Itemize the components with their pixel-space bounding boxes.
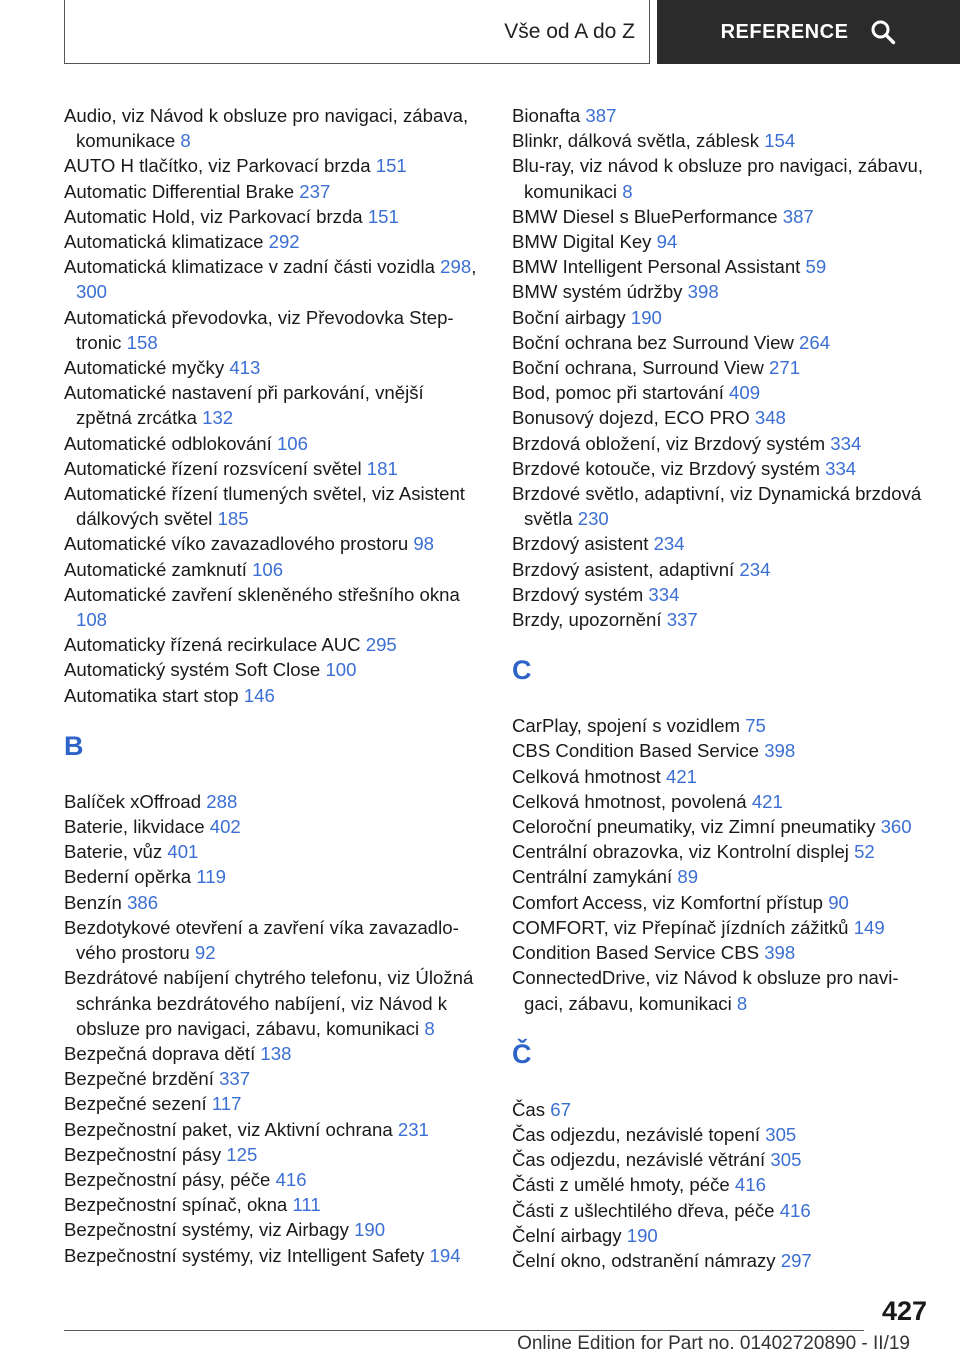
index-entry	[512, 965, 932, 1015]
index-entry	[64, 204, 484, 229]
index-entry	[512, 764, 932, 789]
index-entry	[64, 531, 484, 556]
index-term: BMW Diesel s BluePerformance	[512, 205, 778, 227]
page-link[interactable]: 117	[211, 1093, 242, 1115]
page-link[interactable]: 90	[828, 891, 849, 913]
index-term: Automatic Differential Brake	[64, 180, 295, 202]
page-link[interactable]: 146	[243, 684, 275, 706]
index-entry	[512, 229, 932, 254]
index-entry	[64, 355, 484, 380]
page-link[interactable]: 106	[252, 558, 284, 580]
index-entry	[512, 531, 932, 556]
index-entry	[512, 380, 932, 405]
index-entry	[64, 1167, 484, 1192]
index-entry	[64, 229, 484, 254]
page-link[interactable]: 337	[219, 1068, 251, 1090]
index-entry	[512, 405, 932, 430]
index-entry	[64, 431, 484, 456]
page-link[interactable]: 67	[550, 1098, 571, 1120]
index-term: Baterie, vůz	[64, 841, 163, 863]
index-entry	[64, 1117, 484, 1142]
index-entry	[512, 1223, 932, 1248]
page-header	[0, 0, 960, 64]
index-term: Brzdový asistent	[512, 533, 649, 555]
index-entry	[64, 965, 484, 1041]
page-link[interactable]: 194	[429, 1244, 461, 1266]
index-term: CarPlay, spojení s vozidlem	[512, 715, 741, 737]
index-term: Boční airbagy	[512, 306, 626, 328]
index-term: Brzdové světlo, adaptivní, viz Dynamická brzdová světla	[512, 483, 922, 530]
page-number: 427	[881, 1296, 927, 1326]
index-term: Bezpečnostní paket, viz Aktivní ochrana	[64, 1118, 393, 1140]
page-link[interactable]: 297	[780, 1249, 812, 1271]
page-link[interactable]: 386	[127, 891, 159, 913]
index-entry	[64, 890, 484, 915]
index-term: Bod, pomoc při startování	[512, 382, 724, 404]
index-term: CBS Condition Based Service	[512, 740, 760, 762]
page-link[interactable]: 8	[736, 992, 748, 1014]
index-entry	[64, 683, 484, 708]
index-entry	[64, 153, 484, 178]
index-term: Automatické zavření skleněného střešního okna	[64, 583, 460, 605]
index-entry	[64, 864, 484, 889]
page-link[interactable]: 149	[853, 916, 885, 938]
index-term: Bezpečnostní pásy	[64, 1143, 222, 1165]
index-entry	[512, 713, 932, 738]
index-term: Bionafta	[512, 105, 581, 126]
index-entry	[512, 1147, 932, 1172]
page-link[interactable]: 181	[366, 457, 398, 479]
index-entry	[64, 103, 484, 153]
index-term: Balíček xOffroad	[64, 790, 202, 812]
page-link[interactable]: 92	[194, 942, 216, 964]
reference-tab[interactable]	[657, 0, 960, 64]
index-term: Bezdrátové nabíjení chytrého telefonu, viz Úložná schránka bezdrátového nabíjení, viz Návod k obsluze pro navigaci, zábavu, komunikaci	[64, 967, 474, 1039]
page-link[interactable]: 158	[126, 331, 158, 353]
page-link[interactable]: 8	[424, 1017, 435, 1039]
index-entry	[512, 481, 932, 531]
index-term: Baterie, likvidace	[64, 816, 205, 838]
search-icon[interactable]	[870, 19, 896, 45]
index-entry	[512, 330, 932, 355]
index-entry	[512, 128, 932, 153]
page-link[interactable]: 230	[577, 508, 609, 530]
index-term: Automatické zamknutí	[64, 558, 247, 580]
index-entry	[64, 179, 484, 204]
index-entry	[512, 1122, 932, 1147]
index-term: Celoroční pneumatiky, viz Zimní pneumatiky	[512, 816, 876, 838]
index-term: Brzdy, upozornění	[512, 609, 662, 631]
page-link[interactable]: 398	[687, 281, 719, 303]
page-link[interactable]: 305	[765, 1123, 797, 1145]
index-term: Audio, viz Návod k obsluze pro navigaci, zábava, komunikace	[64, 105, 469, 152]
page-link[interactable]: 98	[413, 533, 435, 555]
index-term: Condition Based Service CBS	[512, 942, 760, 964]
index-term: BMW Digital Key	[512, 231, 652, 253]
index-entry	[64, 481, 484, 531]
reference-label: REFERENCE	[720, 20, 849, 43]
page-link[interactable]: 337	[666, 609, 698, 631]
index-term: Blinkr, dálková světla, záblesk	[512, 130, 760, 152]
index-term: Automatické odblokování	[64, 432, 272, 454]
index-entry	[512, 103, 932, 128]
index-entry	[512, 789, 932, 814]
index-term: Bezpečné brzdění	[64, 1068, 214, 1090]
index-entry	[64, 305, 484, 355]
page-link[interactable]: 421	[751, 790, 783, 812]
index-term: Automatické nastavení při parkování, vnější zpětná zrcátka	[64, 382, 424, 429]
section-letter: B	[64, 730, 84, 761]
index-term: Automatické řízení rozsvícení světel	[64, 457, 362, 479]
index-term: Celková hmotnost, povolená	[512, 790, 747, 812]
page-link[interactable]: 190	[354, 1219, 386, 1241]
page-link[interactable]: 132	[202, 407, 234, 429]
index-entry	[512, 355, 932, 380]
index-term: Bonusový dojezd, ECO PRO	[512, 407, 750, 429]
index-entry	[64, 839, 484, 864]
section-letter: C	[512, 655, 532, 686]
index-entry	[512, 582, 932, 607]
index-entry	[64, 1142, 484, 1167]
index-entry	[512, 1248, 932, 1273]
index-term: Automaticky řízená recirkulace AUC	[64, 634, 361, 656]
index-entry	[64, 1066, 484, 1091]
section-letter: Č	[512, 1038, 532, 1069]
page-link[interactable]: 401	[167, 841, 199, 863]
index-entry	[512, 204, 932, 229]
page-link[interactable]: 398	[764, 942, 796, 964]
footer-divider	[64, 1330, 864, 1331]
index-term: Automatické víko zavazadlového prostoru	[64, 533, 409, 555]
index-entry	[512, 1097, 932, 1122]
index-entry	[512, 153, 932, 203]
index-term: Bezpečnostní pásy, péče	[64, 1168, 271, 1190]
index-term: Automatická klimatizace	[64, 231, 264, 253]
index-entry	[512, 279, 932, 304]
page-link[interactable]: 348	[754, 407, 786, 429]
section-title: Vše od A do Z	[504, 19, 635, 43]
page-link[interactable]: 416	[734, 1174, 766, 1196]
page-link[interactable]: 416	[779, 1199, 811, 1221]
index-entry	[512, 254, 932, 279]
index-entry: Automatická klimatizace v zadní části vozidla 298, 300	[64, 256, 477, 303]
page-link[interactable]: 334	[648, 583, 680, 605]
index-entry	[512, 557, 932, 582]
index-entry	[64, 1243, 484, 1268]
index-entry	[512, 738, 932, 763]
page-link[interactable]: 108	[76, 609, 108, 631]
index-entry	[512, 305, 932, 330]
page-link[interactable]: 190	[630, 306, 662, 328]
index-entry	[64, 1192, 484, 1217]
index-entry	[512, 1172, 932, 1197]
index-term: Blu-ray, viz návod k obsluze pro navigaci, zábavu, komunikaci	[512, 155, 923, 202]
index-term: Centrální obrazovka, viz Kontrolní displej	[512, 841, 849, 863]
index-entry	[64, 814, 484, 839]
index-term: Centrální zamykání	[512, 866, 673, 888]
page-link[interactable]: 94	[656, 231, 678, 253]
index-entry	[512, 839, 932, 864]
index-entry	[64, 915, 484, 965]
page-link[interactable]: 413	[229, 357, 261, 379]
edition-text: Online Edition for Part no. 01402720890 - II/19	[517, 1333, 910, 1354]
page-link[interactable]: 409	[729, 382, 761, 404]
page-link[interactable]: 8	[622, 180, 633, 202]
index-term: Bezpečné sezení	[64, 1093, 207, 1115]
index-entry	[64, 1217, 484, 1242]
page-link[interactable]: 288	[206, 790, 238, 812]
index-term: Bezpečná doprava dětí	[64, 1042, 256, 1064]
page-link[interactable]: 59	[805, 256, 827, 278]
index-term: ConnectedDrive, viz Návod k obsluze pro navi-gaci, zábavu, komunikaci	[512, 967, 899, 1014]
page-link[interactable]: 295	[365, 634, 397, 656]
page-link[interactable]: 119	[196, 866, 226, 888]
page-link[interactable]: 234	[739, 558, 771, 580]
index-term: Bezpečnostní systémy, viz Airbagy	[64, 1219, 349, 1241]
page-link[interactable]: 398	[764, 740, 796, 762]
index-term: Části z umělé hmoty, péče	[512, 1174, 730, 1196]
index-entry	[64, 557, 484, 582]
page-link[interactable]: 8	[180, 130, 191, 152]
page-link[interactable]: 75	[745, 715, 766, 737]
index-term: Bederní opěrka	[64, 866, 192, 888]
page-link[interactable]: 421	[666, 765, 698, 787]
page-link[interactable]: 334	[830, 432, 862, 454]
index-term: Čelní airbagy	[512, 1224, 622, 1246]
page-link[interactable]: 89	[677, 866, 699, 888]
index-column-right	[512, 103, 932, 1273]
page-link[interactable]: 125	[226, 1143, 258, 1165]
index-entry	[512, 940, 932, 965]
index-term: Automatické řízení tlumených světel, viz Asistent dálkových světel	[64, 483, 465, 530]
page-link[interactable]: 387	[585, 105, 617, 126]
index-entry	[512, 456, 932, 481]
index-entry	[64, 582, 484, 632]
index-entry	[512, 607, 932, 632]
page-link[interactable]: 360	[880, 816, 912, 838]
page-link[interactable]: 271	[769, 357, 801, 379]
page-link[interactable]: 237	[299, 180, 331, 202]
index-entry	[64, 789, 484, 814]
index-term: Automatická převodovka, viz Převodovka Step-tronic	[64, 306, 454, 353]
index-entry	[512, 814, 932, 839]
page-link[interactable]: 138	[260, 1042, 292, 1064]
page-link[interactable]: 52	[854, 841, 875, 863]
index-term: Čelní okno, odstranění námrazy	[512, 1249, 776, 1271]
index-term: COMFORT, viz Přepínač jízdních zážitků	[512, 916, 849, 938]
page-link[interactable]: 151	[367, 205, 399, 227]
page-link[interactable]: 185	[217, 508, 249, 530]
index-term: Benzín	[64, 891, 122, 913]
index-entry	[512, 431, 932, 456]
index-entry	[64, 380, 484, 430]
page-link[interactable]: 231	[397, 1118, 429, 1140]
index-entry	[512, 1198, 932, 1223]
page-link[interactable]: 300	[76, 281, 108, 303]
index-term: BMW Intelligent Personal Assistant	[512, 256, 801, 278]
page-link[interactable]: 264	[799, 331, 831, 353]
page-link[interactable]: 305	[770, 1149, 802, 1171]
page-link[interactable]: 151	[375, 155, 407, 177]
page-link[interactable]: 190	[626, 1224, 658, 1246]
page-link[interactable]: 298	[440, 256, 472, 278]
index-term: Brzdová obložení, viz Brzdový systém	[512, 432, 826, 454]
section-tab[interactable]	[64, 0, 650, 64]
index-term: Bezpečnostní spínač, okna	[64, 1194, 288, 1216]
index-term: Bezpečnostní systémy, viz Intelligent Safety	[64, 1244, 425, 1266]
page-link[interactable]: 154	[764, 130, 796, 152]
index-term: AUTO H tlačítko, viz Parkovací brzda	[64, 155, 371, 177]
index-entry	[64, 1091, 484, 1116]
page-link[interactable]: 100	[325, 659, 357, 681]
page-link[interactable]: 111	[292, 1194, 321, 1216]
index-term: Automatic Hold, viz Parkovací brzda	[64, 205, 363, 227]
index-term: Čas odjezdu, nezávislé větrání	[512, 1149, 766, 1171]
index-term: Čas odjezdu, nezávislé topení	[512, 1123, 761, 1145]
index-term: Automatická klimatizace v zadní části vozidla	[64, 256, 435, 278]
page-link[interactable]: 416	[275, 1168, 307, 1190]
index-entry	[64, 1041, 484, 1066]
index-term: Brzdový systém	[512, 583, 644, 605]
page-link[interactable]: 292	[268, 231, 300, 253]
page-link[interactable]: 106	[276, 432, 308, 454]
page-link[interactable]: 334	[825, 457, 857, 479]
index-term: Automatický systém Soft Close	[64, 659, 321, 681]
index-term: Brzdové kotouče, viz Brzdový systém	[512, 457, 820, 479]
page-link[interactable]: 387	[782, 205, 814, 227]
index-entry	[512, 915, 932, 940]
index-term: Celková hmotnost	[512, 765, 661, 787]
index-term: Bezdotykové otevření a zavření víka zavazadlo-vého prostoru	[64, 916, 459, 964]
index-term: Části z ušlechtilého dřeva, péče	[512, 1199, 775, 1221]
index-term: Comfort Access, viz Komfortní přístup	[512, 891, 824, 913]
index-entry	[512, 864, 932, 889]
index-term: Boční ochrana bez Surround View	[512, 331, 794, 353]
index-term: Boční ochrana, Surround View	[512, 357, 764, 379]
page-link[interactable]: 402	[209, 816, 241, 838]
index-entry	[64, 632, 484, 657]
page-link[interactable]: 234	[653, 533, 685, 555]
index-term: Čas	[512, 1098, 546, 1120]
index-term: BMW systém údržby	[512, 281, 683, 303]
index-entry	[64, 657, 484, 682]
index-term: Automatika start stop	[64, 684, 239, 706]
index-entry	[512, 890, 932, 915]
index-entry	[64, 456, 484, 481]
index-column-left	[64, 103, 484, 1268]
index-term: Automatické myčky	[64, 357, 225, 379]
index-term: Brzdový asistent, adaptivní	[512, 558, 735, 580]
